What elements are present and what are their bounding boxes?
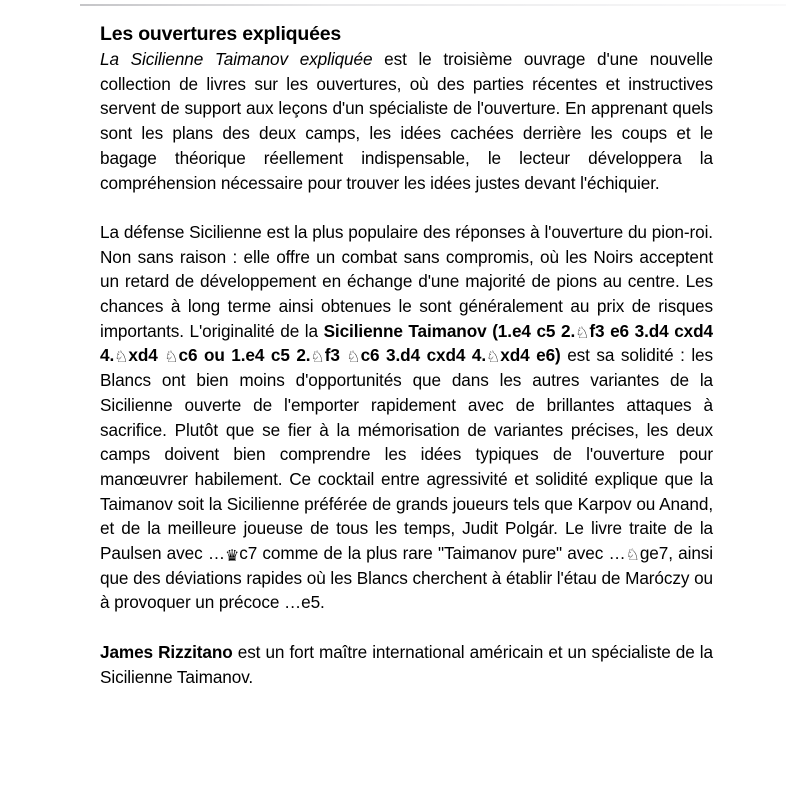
knight-icon: ♘ [486, 347, 501, 367]
move-sequence-b3: xd4 e6) [500, 345, 561, 366]
paragraph-2-part-3a: Le livre traite de la Paulsen avec … [100, 518, 713, 564]
knight-icon: ♘ [346, 347, 361, 367]
knight-icon: ♘ [310, 347, 325, 367]
page-title: Les ouvertures expliquées [100, 23, 342, 45]
paragraph-sicilian-overview [100, 220, 713, 615]
queen-icon: ♛ [224, 545, 240, 565]
move-sequence-a3: c6 ou 1.e4 c5 2. [178, 345, 311, 366]
paragraph-2-part-3b: c7 comme de la plus rare "Taimanov pure" avec … [239, 543, 626, 564]
move-sequence-b1: f3 [324, 345, 347, 366]
paragraph-2-part-2: est sa solidité : les Blancs ont bien moins d'opportunités que dans les autres variantes de la Sicilienne ouverte de l'emporter rapidement avec de brillantes attaques à sacrifice. Plutôt que se fier à la mémorisation de variantes précises, les deux camps doivent bien comprendre les idées typiques de l'ouverture pour manœuvrer habilement. Ce cocktail entre agressivité et solidité explique que la Taimanov soit la Sicilienne préférée de grands joueurs tels que Karpov ou Anand, et de la meilleure joueuse de tous les temps, Judit Polgár. [100, 345, 713, 539]
document-text-column [100, 22, 713, 689]
paragraph-1-body: est le troisième ouvrage d'une nouvelle collection de livres sur les ouvertures, où des parties récentes et instructives servent de support aux leçons d'un spécialiste de l'ouverture. En apprenant quels sont les plans des deux camps, les idées cachées derrière les coups et le bagage théorique réellement indispensable, le lecteur développera la compréhension nécessaire pour trouver les idées justes devant l'échiquier. [100, 49, 713, 193]
author-name-bold: James Rizzitano [100, 641, 233, 662]
move-sequence-b2: c6 3.d4 cxd4 4. [360, 345, 487, 366]
move-sequence-open: (1.e4 c5 2. [486, 320, 576, 341]
book-title-italic: La Sicilienne Taimanov expliquée [100, 49, 373, 69]
knight-icon: ♘ [625, 545, 640, 565]
paragraph-book-description [100, 47, 713, 195]
paragraph-3-body: est un fort maître international américain et un spécialiste de la Sicilienne Taimanov. [100, 641, 713, 687]
paragraph-2-part-3c: ge7, ainsi que des déviations rapides où les Blancs cherchent à établir l'étau de Maróczy ou à provoquer un précoce …e5. [100, 543, 713, 613]
scan-edge-line [80, 4, 786, 6]
variation-name-bold: Sicilienne Taimanov [323, 320, 487, 341]
move-sequence-a2: xd4 [128, 345, 165, 366]
knight-icon: ♘ [164, 347, 179, 367]
knight-icon: ♘ [575, 322, 590, 342]
paragraph-author-bio [100, 640, 713, 689]
move-sequence-a1: f3 e6 3.d4 cxd4 4. [100, 320, 713, 366]
knight-icon: ♘ [114, 347, 129, 367]
paragraph-2-part-1: La défense Sicilienne est la plus populaire des réponses à l'ouverture du pion-roi. Non sans raison : elle offre un combat sans compromis, où les Noirs acceptent un retard de développement en échange d'une majorité de pions au centre. Les chances à long terme ainsi obtenues le sont généralement au prix de risques importants. L'originalité de la [100, 221, 713, 341]
